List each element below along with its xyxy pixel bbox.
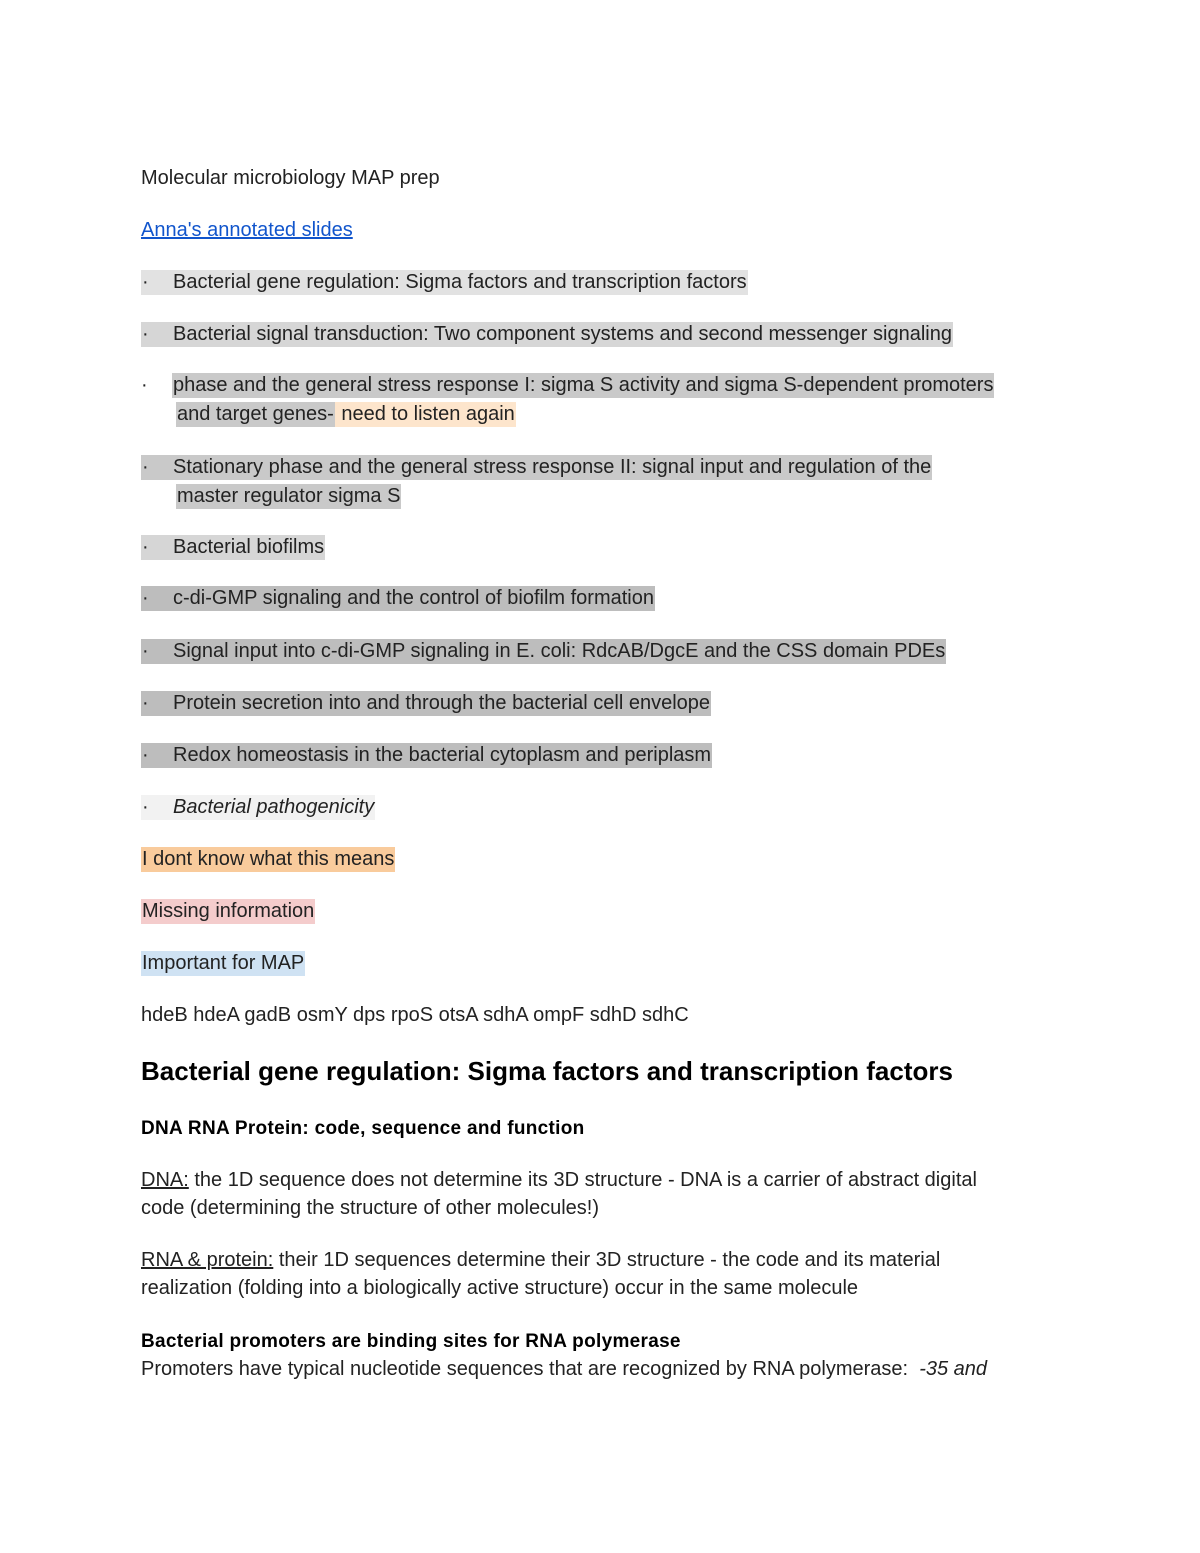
doc-title: Molecular microbiology MAP prep [141,167,440,189]
bullet-dot: · [142,744,149,766]
bullet-dot: · [142,640,149,662]
list-item: · Stationary phase and the general stress response II: signal input and regulation of the [141,453,932,482]
rna-paragraph-line2: realization (folding into a biologically active structure) occur in the same molecule [141,1277,859,1299]
bullet-dot: · [142,587,149,609]
list-item: · Bacterial pathogenicity [141,793,375,822]
bullet-dot: · [142,692,149,714]
list-item-continuation: and target genes- need to listen again [177,403,515,425]
promoter-paragraph: Promoters have typical nucleotide sequences that are recognized by RNA polymerase: -35 and [141,1358,988,1380]
list-item: · Bacterial signal transduction: Two component systems and second messenger signaling [141,320,953,349]
list-item: · Protein secretion into and through the bacterial cell envelope [141,689,711,718]
rna-protein-label: RNA & protein: [141,1249,274,1271]
bullet-dot: · [142,323,149,345]
list-item: · Signal input into c-di-GMP signaling in E. coli: RdcAB/DgcE and the CSS domain PDEs [141,637,946,666]
bullet-dot: · [142,796,149,818]
gene-list: hdeB hdeA gadB osmY dps rpoS otsA sdhA ompF sdhD sdhC [141,1004,689,1026]
legend-dont-know: I dont know what this means [142,848,395,870]
list-item-continuation: master regulator sigma S [177,485,401,507]
legend-important: Important for MAP [142,952,305,974]
bullet-dot: · [142,456,149,478]
subsection-heading: Bacterial promoters are binding sites for RNA polymerase [141,1331,681,1352]
legend-missing: Missing information [142,900,315,922]
list-item: · c-di-GMP signaling and the control of biofilm formation [141,584,655,613]
rna-paragraph: RNA & protein: their 1D sequences determine their 3D structure - the code and its material [141,1249,941,1271]
bullet-dot: · [142,271,149,293]
list-item: · Bacterial gene regulation: Sigma factors and transcription factors [141,268,748,297]
subsection-heading: DNA RNA Protein: code, sequence and function [141,1118,585,1139]
section-heading: Bacterial gene regulation: Sigma factors and transcription factors [141,1056,953,1086]
list-item: · Bacterial biofilms [141,533,325,562]
dna-paragraph-line2: code (determining the structure of other molecules!) [141,1197,599,1219]
listen-again-note: need to listen again [335,403,515,425]
list-item: · phase and the general stress response I: sigma S activity and sigma S-dependent promoters [141,371,994,400]
bullet-dot: · [141,374,148,396]
bullet-dot: · [142,536,149,558]
dna-label: DNA: [141,1169,189,1191]
dna-paragraph: DNA: the 1D sequence does not determine its 3D structure - DNA is a carrier of abstract digital [141,1169,977,1191]
annotated-slides-link[interactable]: Anna's annotated slides [141,219,353,241]
list-item: · Redox homeostasis in the bacterial cytoplasm and periplasm [141,741,712,770]
